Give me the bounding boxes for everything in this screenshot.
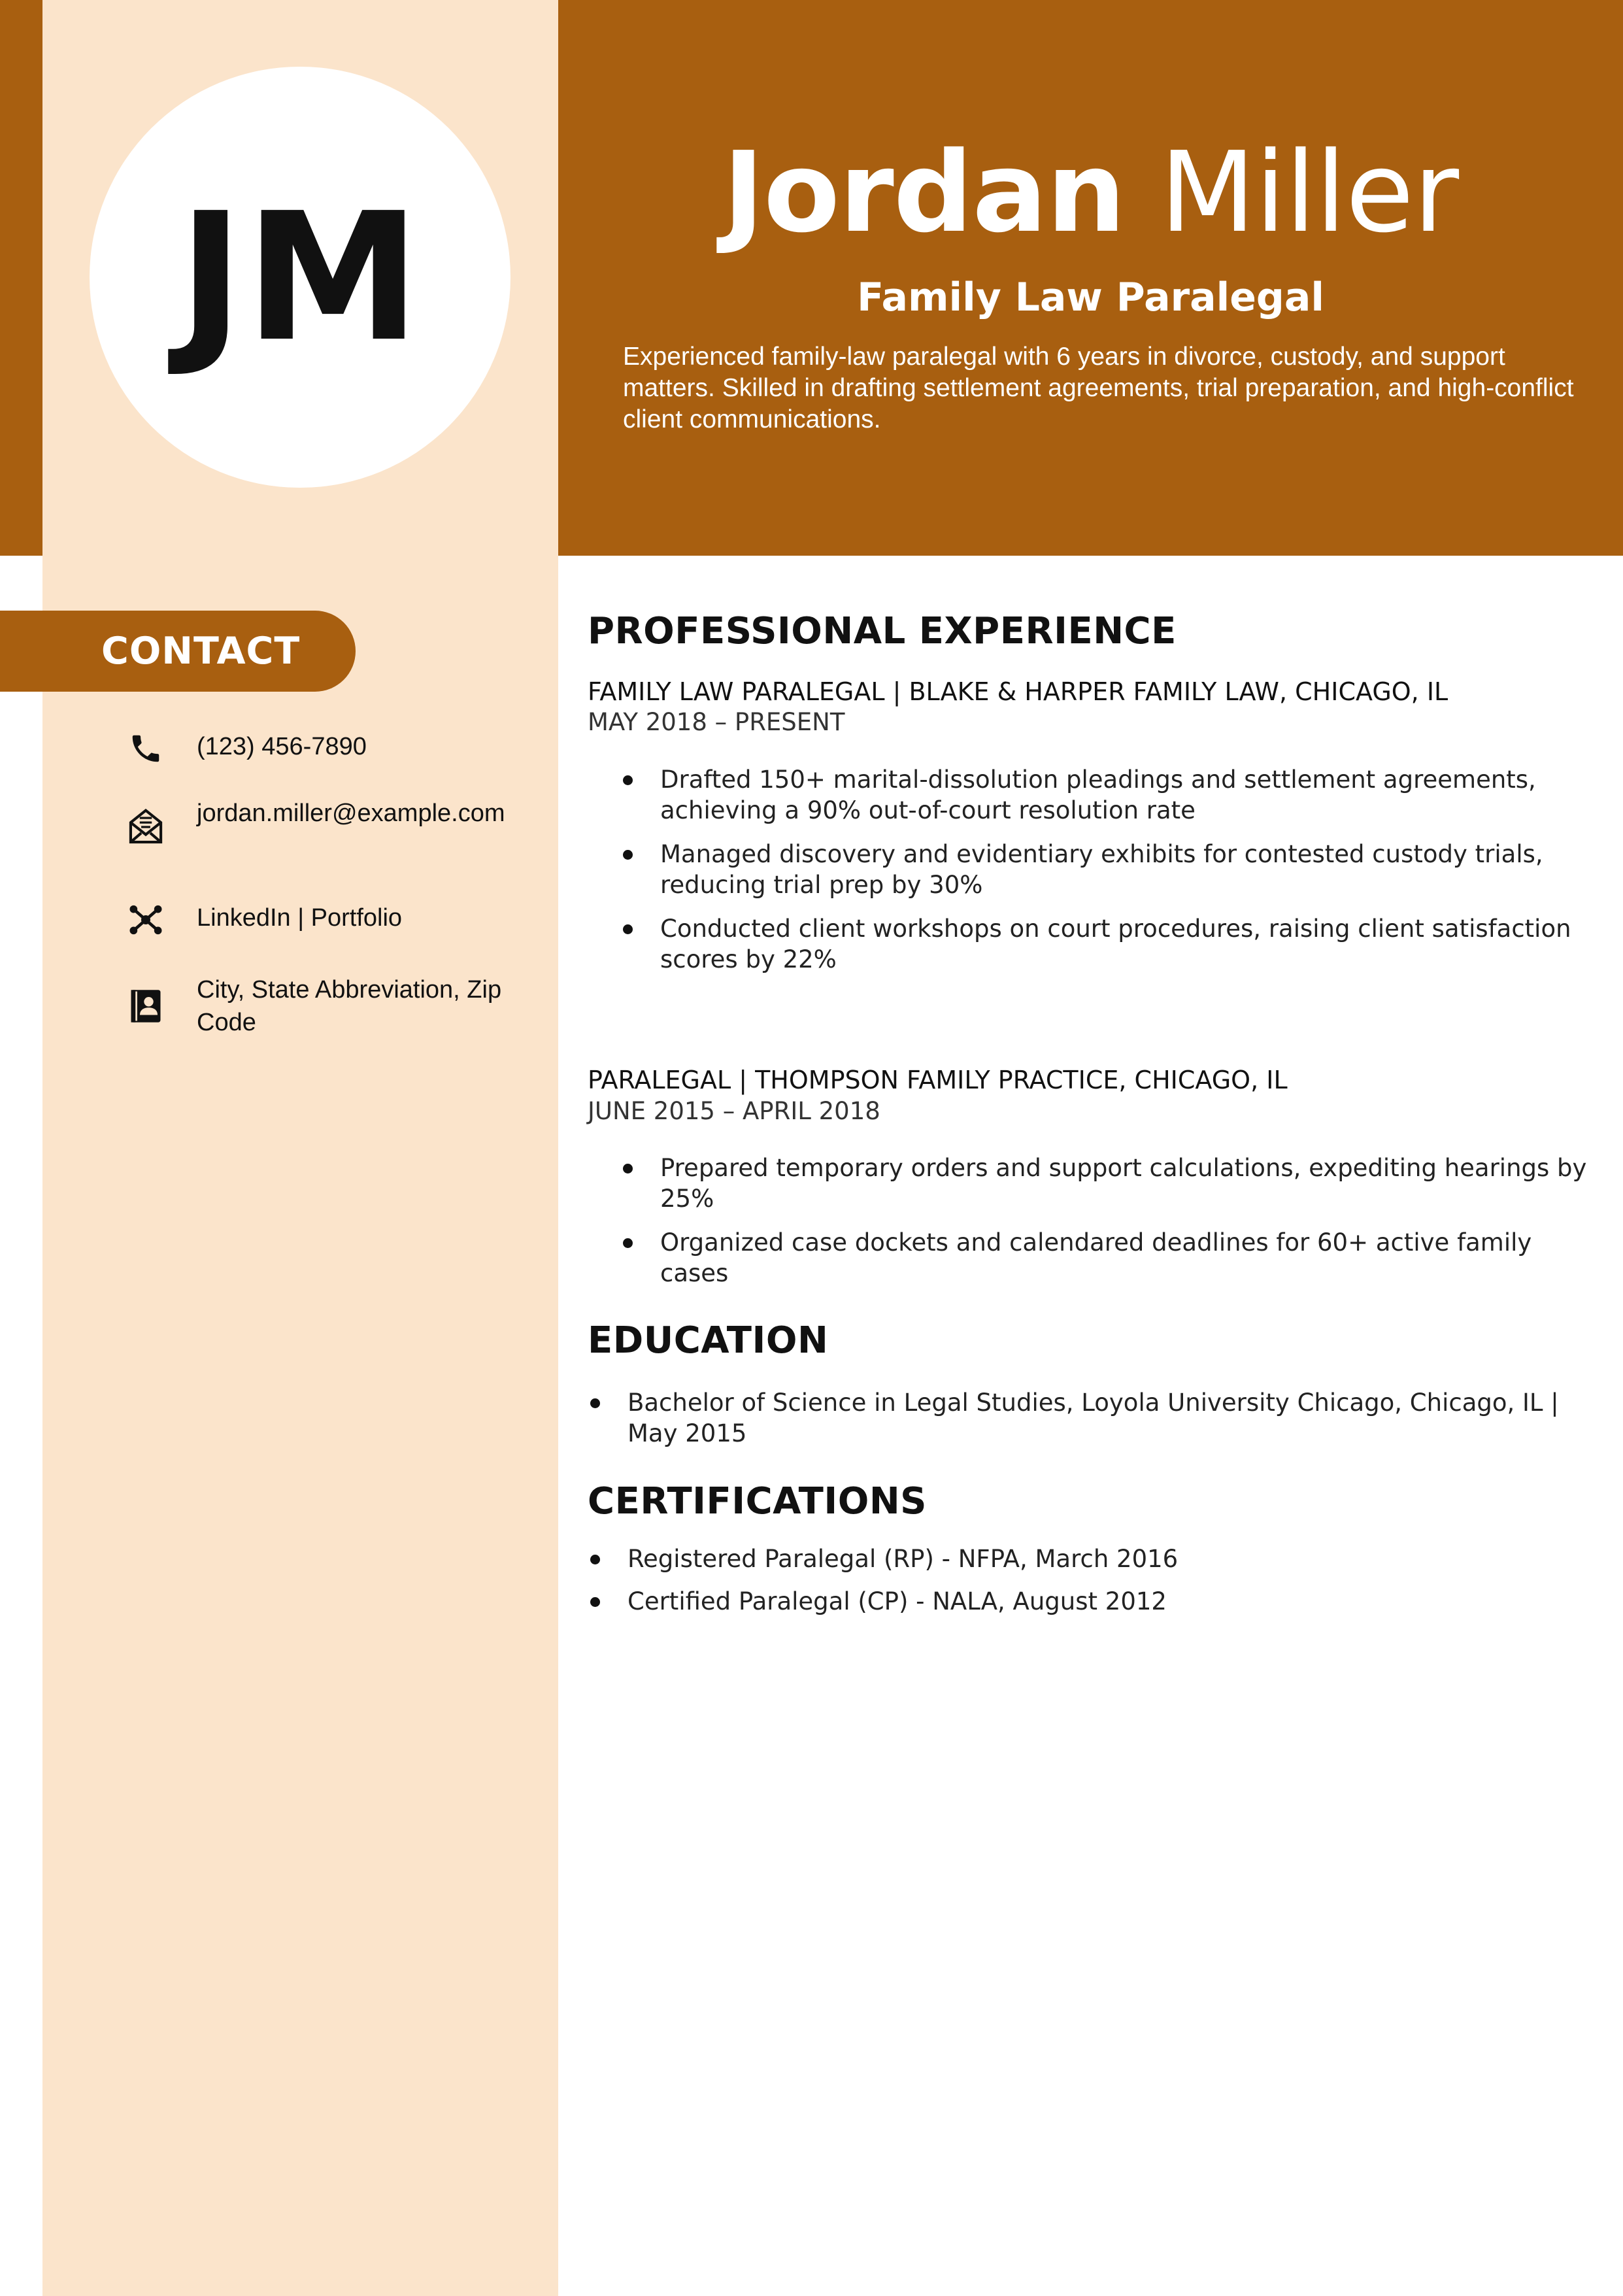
- list-item: Bachelor of Science in Legal Studies, Loyola University Chicago, Chicago, IL | May 2015: [627, 1387, 1588, 1449]
- contact-phone: [127, 730, 517, 767]
- job-title-heading: Family Law Paralegal: [857, 275, 1324, 320]
- education-list: [627, 1387, 1588, 1462]
- job-1-title: FAMILY LAW PARALEGAL | BLAKE & HARPER FAMILY LAW, CHICAGO, IL: [588, 677, 1448, 706]
- candidate-name: [558, 124, 1623, 262]
- list-item: Drafted 150+ marital-dissolution pleadings and settlement agreements, achieving a 90% out-of-court resolution rate: [660, 764, 1588, 826]
- job-2-bullets: [660, 1153, 1588, 1302]
- left-accent-strip: [0, 0, 42, 556]
- list-item: Conducted client workshops on court procedures, raising client satisfaction scores by 22%: [660, 913, 1588, 975]
- job-2-title: PARALEGAL | THOMPSON FAMILY PRACTICE, CHICAGO, IL: [588, 1066, 1288, 1094]
- job-1-dates: MAY 2018 – PRESENT: [588, 708, 845, 736]
- email-text[interactable]: jordan.miller@example.com: [197, 800, 505, 827]
- list-item: Certified Paralegal (CP) - NALA, August 2012: [627, 1586, 1588, 1617]
- job-1-bullets: [660, 764, 1588, 988]
- address-book-icon: [127, 988, 164, 1024]
- profile-summary: Experienced family-law paralegal with 6 years in divorce, custody, and support matters. Skilled in drafting settlement agreements, trial preparation, and high-conflict client communications.: [623, 343, 1574, 433]
- list-item: Registered Paralegal (RP) - NFPA, March 2016: [627, 1544, 1588, 1574]
- links-text[interactable]: LinkedIn | Portfolio: [197, 904, 403, 932]
- job-2-dates: JUNE 2015 – APRIL 2018: [588, 1097, 880, 1125]
- experience-heading: PROFESSIONAL EXPERIENCE: [588, 610, 1177, 652]
- network-icon: [127, 902, 164, 938]
- last-name: Miller: [1160, 128, 1459, 258]
- phone-text: (123) 456-7890: [197, 733, 367, 760]
- list-item: Managed discovery and evidentiary exhibits for contested custody trials, reducing trial prep by 30%: [660, 839, 1588, 900]
- email-icon: [127, 809, 164, 845]
- phone-icon: [127, 730, 164, 767]
- contact-address: [127, 973, 517, 1039]
- contact-email: [127, 797, 517, 845]
- list-item: Organized case dockets and calendared deadlines for 60+ active family cases: [660, 1227, 1588, 1289]
- address-text: City, State Abbreviation, Zip Code: [197, 976, 502, 1036]
- contact-links: [127, 902, 517, 938]
- list-item: Prepared temporary orders and support calculations, expediting hearings by 25%: [660, 1153, 1588, 1214]
- education-heading: EDUCATION: [588, 1319, 829, 1362]
- first-name: Jordan: [722, 128, 1126, 258]
- monogram-initials: JM: [178, 174, 422, 380]
- contact-heading: CONTACT: [101, 630, 301, 673]
- monogram-circle: [90, 67, 510, 488]
- certifications-heading: CERTIFICATIONS: [588, 1480, 928, 1523]
- contact-heading-tab: [0, 611, 356, 692]
- certifications-list: [627, 1544, 1588, 1630]
